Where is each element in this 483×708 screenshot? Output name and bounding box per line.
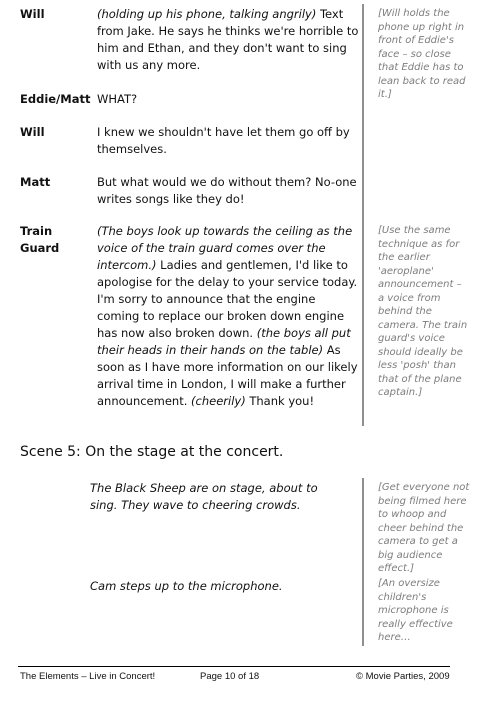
speaker-name: Eddie/Matt [20,92,91,106]
spoken-line: Text from Jake. He says he thinks we're horrible to him and Ethan, and they don't want to sing with us any more. [97,7,359,72]
speaker-name: Will [20,125,45,139]
dialogue-text [97,223,359,410]
footer-rule [18,666,450,667]
speaker-name: Matt [20,175,51,189]
note-divider [362,478,364,646]
spoken-line: Ladies and gentlemen, I'd like to apologise for the delay to your service today. I'm sorry to announce that the engine coming to replace our broken down engine has now also broken down. [97,258,358,340]
copyright: © Movie Parties, 2009 [356,671,450,682]
speaker-name-line: Train [20,224,53,238]
dialogue-text: I knew we shouldn't have let them go off by themselves. [97,125,350,156]
stage-direction: (The boys look up towards the ceiling as the voice of the train guard comes over the intercom.) [97,224,353,272]
spoken-line: Thank you! [245,394,315,408]
stage-direction: (cheerily) [191,394,246,408]
stage-direction: (holding up his phone, talking angrily) [97,7,317,21]
dialogue-text: WHAT? [97,92,138,106]
production-note: [Get everyone not being filmed here to whoop and cheer behind the camera to get a big audience effect.] [378,482,470,574]
dialogue-text [97,6,359,74]
stage-direction: (the boys all put their heads in their hands on the table) [97,326,351,357]
dialogue-text: But what would we do without them? No-one writes songs like they do! [97,175,357,206]
production-note: [Use the same technique as for the earlier 'aeroplane' announcement – a voice from behind the camera. The train guard's voice should ideally be less 'posh' than that of the plane captain.] [378,225,468,398]
page-number: Page 10 of 18 [200,671,260,682]
speaker-name-line: Guard [20,241,60,255]
production-note: [An oversize children's microphone is really effective here… [378,578,453,643]
stage-direction: Cam steps up to the microphone. [90,579,283,593]
speaker-name [20,223,59,257]
spoken-line: As soon as I have more information on our likely arrival time in London, I will make a further announcement. [97,343,358,408]
speaker-name: Will [20,7,45,21]
production-note: [Will holds the phone up right in front of Eddie's face – so close that Eddie has to lean back to read it.] [378,8,466,100]
footer-title: The Elements – Live in Concert! [20,671,156,682]
stage-direction: The Black Sheep are on stage, about to sing. They wave to cheering crowds. [90,481,318,512]
note-divider [362,4,364,426]
scene-heading: Scene 5: On the stage at the concert. [20,444,284,460]
